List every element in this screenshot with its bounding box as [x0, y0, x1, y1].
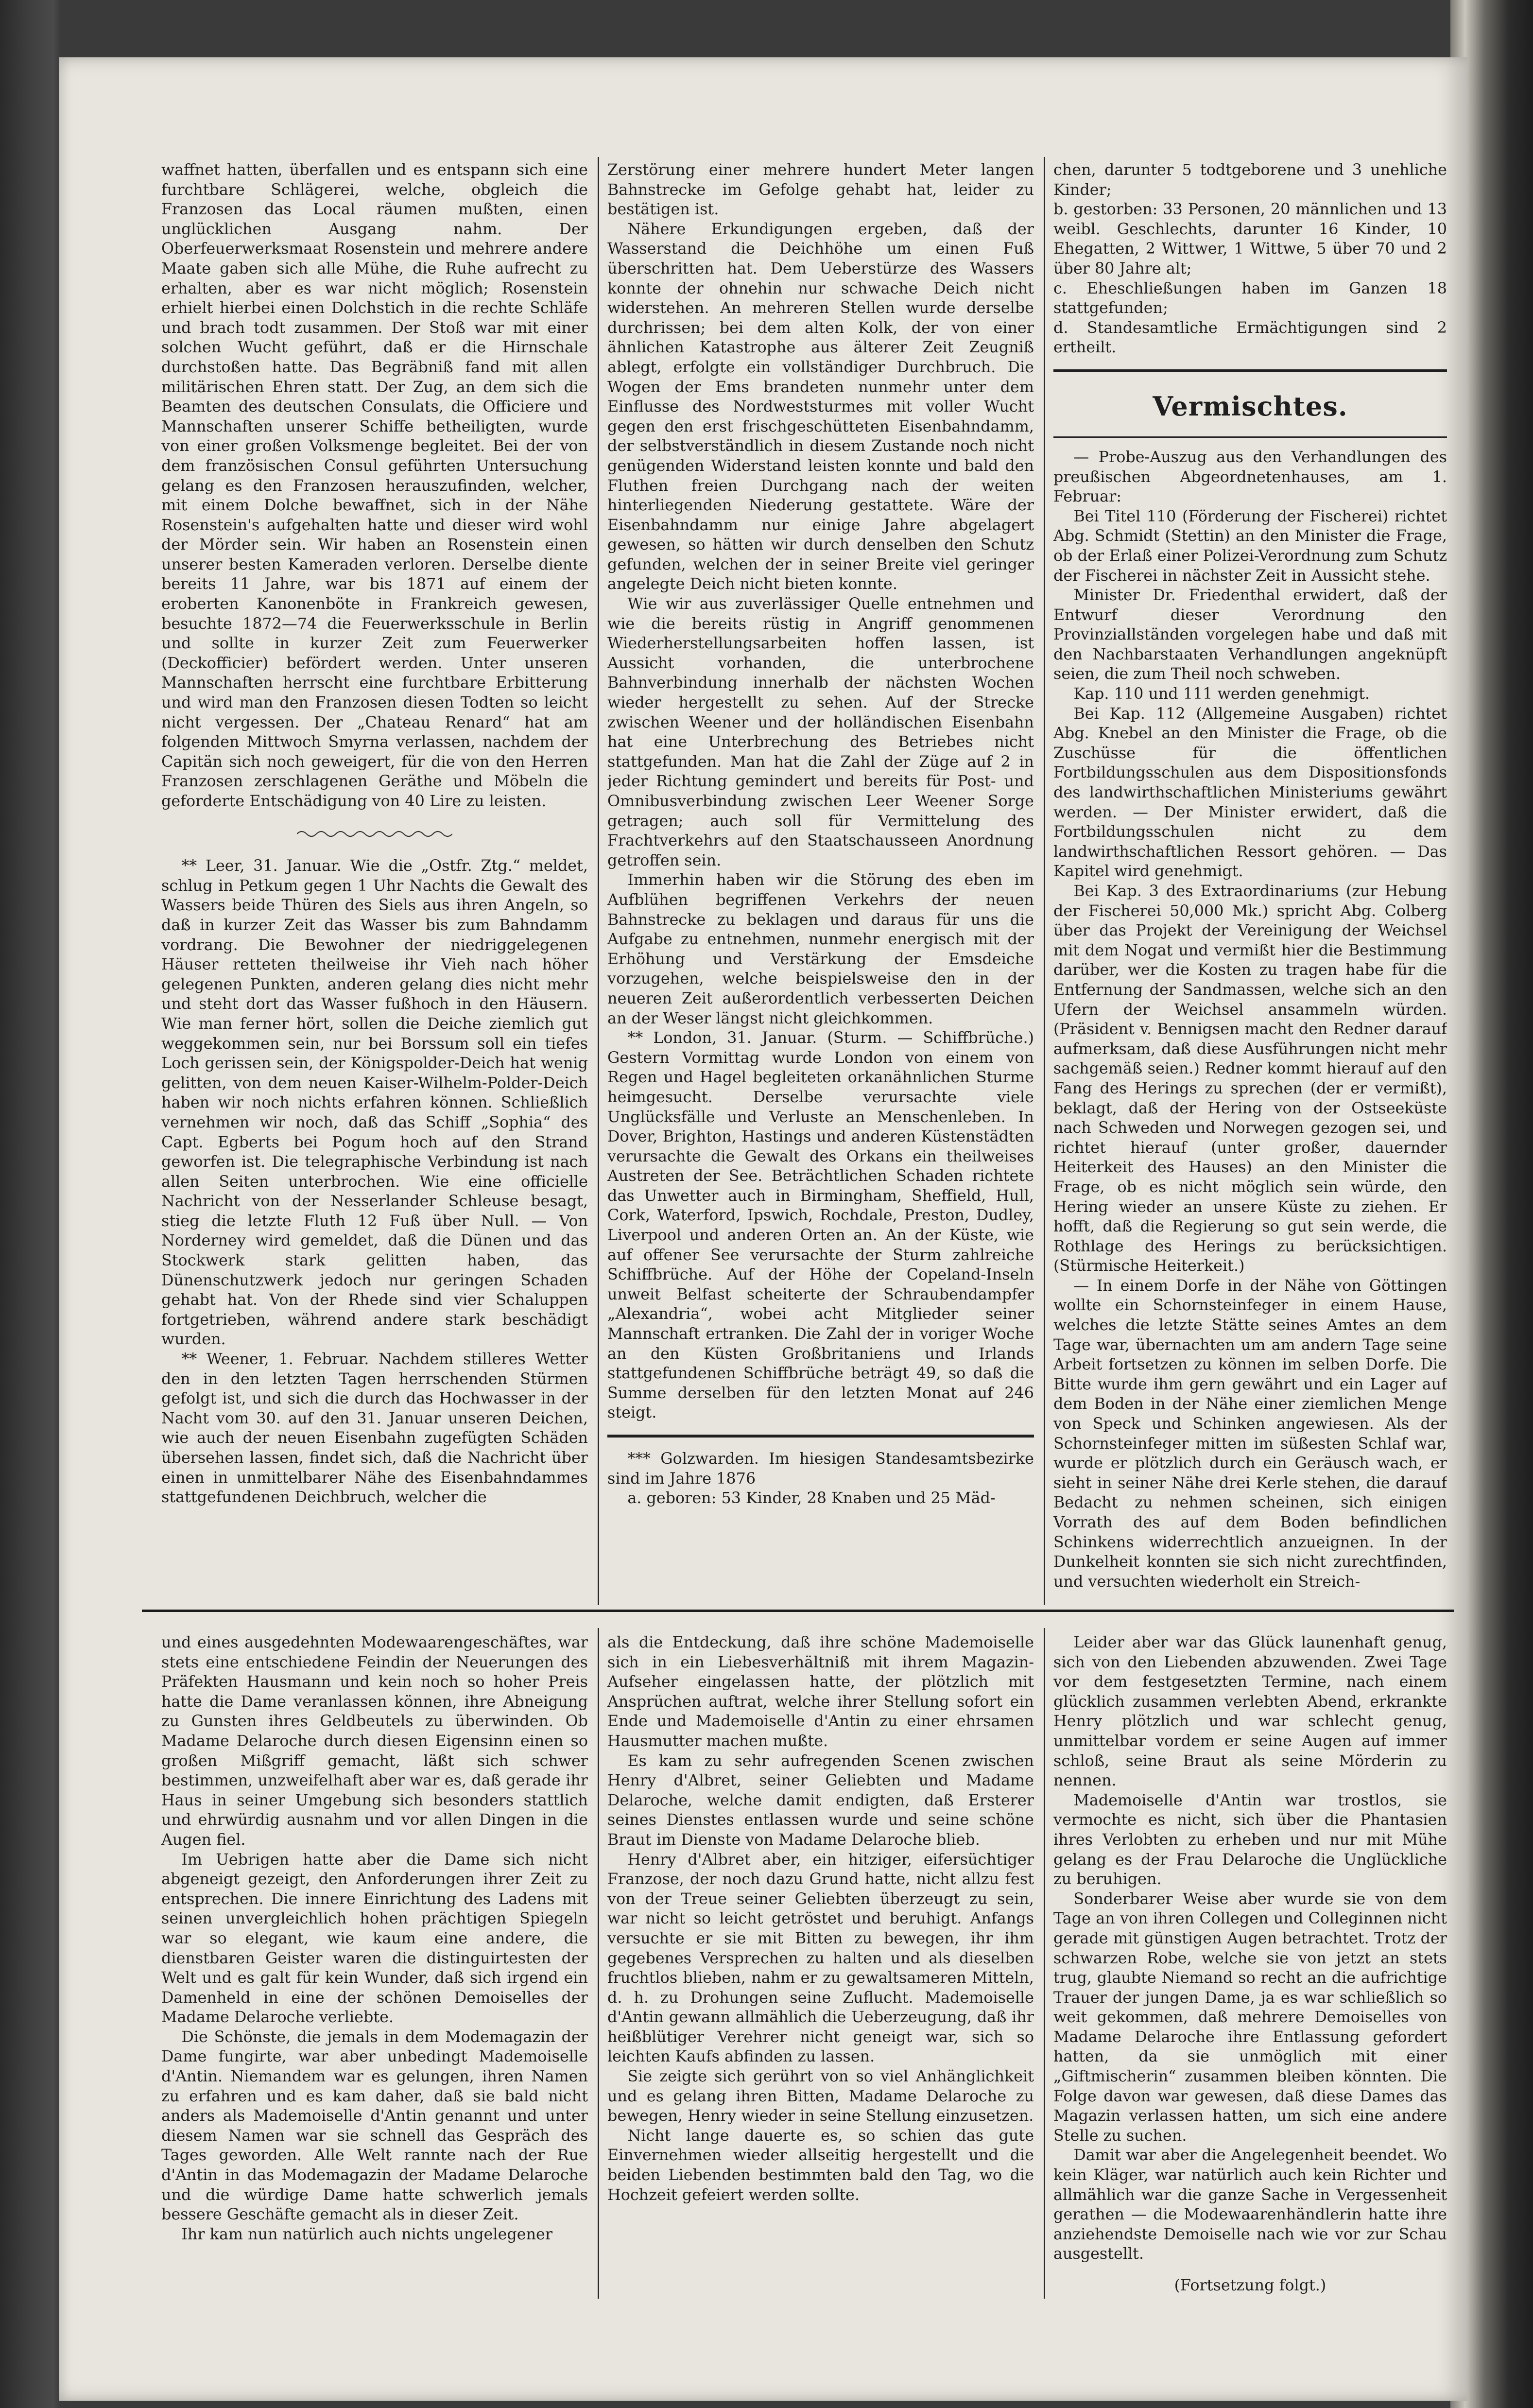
column-rule	[598, 157, 599, 1605]
article-abgeordnetenhaus-titel110: Bei Titel 110 (Förderung der Fischerei) richtet Abg. Schmidt (Stettin) an den Minister die Frage, ob der Erlaß einer Polizei-Verordnung zum Schutz der Fischerei in nächster Zeit in Aussicht stehe.	[1053, 507, 1447, 585]
golzwarden-item-b: b. gestorben: 33 Personen, 20 männlichen und 13 weibl. Geschlechts, darunter 16 Kinder, 10 Ehegatten, 2 Wittwer, 1 Wittwe, 5 über 70 und 2 über 80 Jahre alt;	[1053, 200, 1447, 277]
feuilleton-paragraph: Damit war aber die Angelegenheit beendet. Wo kein Kläger, war natürlich auch kein Richter und allmählich war die ganze Sache in Vergessenheit gerathen — die Modewaarenhändlerin hatte ihre anziehendste Demoiselle nach wie vor zur Schau ausgestellt.	[1053, 2146, 1447, 2263]
separator-ornament	[161, 824, 588, 844]
article-weener-railway: Wie wir aus zuverlässiger Quelle entnehmen und wie die bereits rüstig in Angriff genommenen Wiederherstellungsarbeiten hoffen lassen, ist Aussicht vorhanden, die unterbrochene Bahnverbindung innerhalb der nächsten Wochen wieder hergestellt zu sehen. Auf der Strecke zwischen Weener und der holländischen Eisenbahn hat eine Unterbrechung des Betriebes nicht stattgefunden. Man hat die Zahl der Züge auf 2 in jeder Richtung gemindert und bereits für Post- und Omnibusverbindung zwischen Leer Weener Sorge getragen; auch soll für Vermittelung des Frachtverkehrs auf den Staatschausseen Anordnung getroffen sein.	[607, 595, 1034, 869]
feuilleton-paragraph: als die Entdeckung, daß ihre schöne Mademoiselle sich in ein Liebesverhältniß mit ihrem Magazin-Aufseher eingelassen hatte, der plötzlich mit Ansprüchen auftrat, welche ihrer Stellung sofort ein Ende und Mademoiselle d'Antin zu einer ehrsamen Hausmutter machen mußte.	[607, 1633, 1034, 1750]
feuilleton-paragraph: Ihr kam nun natürlich auch nichts ungelegener	[181, 2225, 553, 2243]
top-column-3	[1053, 160, 1447, 1618]
feuilleton-divider	[142, 1610, 1454, 1612]
article-golzwarden: *** Golzwarden. Im hiesigen Standesamtsbezirke sind im Jahre 1876	[607, 1450, 1034, 1488]
feuilleton-paragraph: Sonderbarer Weise aber wurde sie von dem Tage an von ihren Collegen und Colleginnen nicht gerade mit günstigen Augen betrachtet. Trotz der schwarzen Robe, welche sie von jetzt an stets trug, glaubte Niemand so recht an die aufrichtige Trauer der jungen Dame, ja es war schließlich so weit gekommen, daß mehrere Demoiselles von Madame Delaroche ihre Entlassung gefordert hatten, da sie unmöglich mit einer „Giftmischerin“ zusammen bleiben könnten. Die Folge davon war gewesen, daß diese Dames das Magazin verlassen hatten, um sich eine andere Stelle zu suchen.	[1053, 1889, 1447, 2145]
article-weener-dikes: Immerhin haben wir die Störung des eben im Aufblühen begriffenen Verkehrs der neuen Bahnstrecke zu beklagen und daraus für uns die Aufgabe zu entnehmen, nunmehr energisch mit der Erhöhung und Verstärkung der Emsdeiche vorzugehen, welche beispielsweise den in der neueren Zeit außerordentlich verbesserten Deichen an der Weser längst nicht gleichkommen.	[607, 871, 1034, 1027]
top-column-2	[607, 160, 1034, 1618]
feuilleton-paragraph: Die Schönste, die jemals in dem Modemagazin der Dame fungirte, war aber unbedingt Mademoiselle d'Antin. Niemandem war es gelungen, ihren Namen zu erfahren und es kam daher, daß sie bald nicht anders als Mademoiselle d'Antin genannt und unter diesem Namen war sie schnell das Gespräch des Tages geworden. Alle Welt rannte nach der Rue d'Antin in das Modemagazin der Madame Delaroche und die würdige Dame hatte schwerlich jemals bessere Geschäfte gemacht als in dieser Zeit.	[161, 2027, 588, 2224]
feuilleton-column-1	[161, 1633, 588, 2304]
section-rule	[1053, 369, 1447, 372]
article-abgeordnetenhaus-minister: Minister Dr. Friedenthal erwidert, daß der Entwurf dieser Verordnung den Provinziallständen vorgelegen habe und daß mit den Nachbarstaaten Verhandlungen angeknüpft seien, die zum Theil noch schweben.	[1053, 586, 1447, 683]
newspaper-page	[59, 57, 1467, 2401]
section-rule	[607, 1435, 1034, 1438]
golzwarden-item-a-continued: chen, darunter 5 todtgeborene und 3 unehliche Kinder;	[1053, 161, 1447, 199]
golzwarden-item-a: a. geboren: 53 Kinder, 28 Knaben und 25 Mäd-	[627, 1489, 996, 1507]
article-abgeordnetenhaus-kap3: Bei Kap. 3 des Extraordinariums (zur Hebung der Fischerei 50,000 Mk.) spricht Abg. Colberg über das Projekt der Vereinigung der Weichsel mit dem Nogat und vermißt hier die Bestimmung darüber, wer die Kosten zu tragen habe für die Entfernung der Sandmassen, welche sich an den Ufern der Weichsel ansammeln würden. (Präsident v. Bennigsen macht den Redner darauf aufmerksam, daß diese Ausführungen nicht mehr sachgemäß seien.) Redner kommt hierauf auf den Fang des Herings zu sprechen (der er vermißt), beklagt, daß der Hering von der Ostseeküste nach Schweden und Norwegen gezogen sei, und richtet hierauf (unter großer, dauernder Heiterkeit des Hauses) an den Minister die Frage, ob es nicht möglich sein würde, den Hering wieder an unsere Küste zu ziehen. Er hofft, daß die Regierung so gut sein werde, die Rothlage des Herings zu berücksichtigen. (Stürmische Heiterkeit.)	[1053, 882, 1447, 1275]
top-column-1	[161, 160, 588, 1618]
article-abgeordnetenhaus-kap110: Kap. 110 und 111 werden genehmigt.	[1073, 685, 1370, 703]
article-abgeordnetenhaus-intro: — Probe-Auszug aus den Verhandlungen des preußischen Abgeordnetenhauses, am 1. Februar:	[1053, 448, 1447, 506]
heading-rule	[1053, 436, 1447, 438]
article-leer: ** Leer, 31. Januar. Wie die „Ostfr. Ztg.“ meldet, schlug in Petkum gegen 1 Uhr Nachts die Gewalt des Wassers beide Thüren des Siels aus ihren Angeln, so daß in kurzer Zeit das Wasser bis zum Bahndamm vordrang. Die Bewohner der niedriggelegenen Häuser retteten theilweise ihr Vieh nach höher gelegenen Punkten, anderen gelang dies nicht mehr und steht dort das Wasser fußhoch in den Häusern. Wie man ferner hört, sollen die Deiche ziemlich gut weggekommen sein, nur bei Borssum soll ein tiefes Loch gerissen sein, der Königspolder-Deich hat wenig gelitten, von dem neuen Kaiser-Wilhelm-Polder-Deich haben wir noch nichts erfahren können. Schließlich vernehmen wir noch, daß das Schiff „Sophia“ des Capt. Egberts bei Pogum hoch auf den Strand geworfen ist. Die telegraphische Verbindung ist nach allen Seiten unterbrochen. Wie eine officielle Nachricht von der Nesserlander Schleuse besagt, stieg die letzte Fluth 12 Fuß über Null. — Von Norderney wird gemeldet, daß die Dünen und das Stockwerk stark gelitten haben, das Dünenschutzwerk jedoch nur geringen Schaden gehabt hat. Von der Rhede sind vier Schaluppen fortgetrieben, während andere stark beschädigt wurden.	[161, 857, 588, 1349]
golzwarden-item-d: d. Standesamtliche Ermächtigungen sind 2 ertheilt.	[1053, 318, 1447, 357]
article-london: ** London, 31. Januar. (Sturm. — Schiffbrüche.) Gestern Vormittag wurde London von einem von Regen und Hagel begleiteten orkanähnlichen Sturme heimgesucht. Derselbe verursachte viele Unglücksfälle und Verluste an Menschenleben. In Dover, Brighton, Hastings und anderen Küstenstädten verursachte die Gewalt des Orkans ein theilweises Austreten der See. Beträchtlichen Schaden richtete das Unwetter auch in Birmingham, Sheffield, Hull, Cork, Waterford, Ipswich, Rochdale, Preston, Dudley, Liverpool und anderen Orten an. An der Küste, wie auf offener See verursachte der Sturm zahlreiche Schiffbrüche. Auf der Höhe der Copeland-Inseln unweit Belfast scheiterte der Schraubendampfer „Alexandria“, wobei acht Mitglieder seiner Mannschaft ertranken. Die Zahl der in voriger Woche an den Küsten Großbritaniens und Irlands stattgefundenen Schiffbrüche beträgt 49, so daß die Summe derselben für den letzten Monat auf 246 steigt.	[607, 1029, 1034, 1422]
feuilleton-paragraph: Sie zeigte sich gerührt von so viel Anhänglichkeit und es gelang ihren Bitten, Madame Delaroche zu bewegen, Henry wieder in seine Stellung einzusetzen.	[607, 2067, 1034, 2125]
column-rule	[1044, 157, 1045, 1605]
article-smyrna-continued: waffnet hatten, überfallen und es entspann sich eine furchtbare Schlägerei, welche, obgleich die Franzosen das Local räumen mußten, einen unglücklichen Ausgang nahm. Der Oberfeuerwerksmaat Rosenstein und mehrere andere Maate gaben sich alle Mühe, die Ruhe aufrecht zu erhalten, aber es war nicht möglich; Rosenstein erhielt hierbei einen Dolchstich in die rechte Schläfe und brach todt zusammen. Der Stoß war mit einer solchen Wucht geführt, daß er die Hirnschale durchstoßen hatte. Das Begräbniß fand mit allen militärischen Ehren statt. Der Zug, an dem sich die Beamten des deutschen Consulats, die Officiere und Mannschaften unserer Schiffe betheiligten, wurde von einer großen Volksmenge begleitet. Bei der von dem französischen Consul geführten Untersuchung gelang es den Franzosen herauszufinden, welcher, mit einem Dolche bewaffnet, sich in der Nähe Rosenstein's aufgehalten hatte und dieser wird wohl der Mörder sein. Wir haben an Rosenstein einen unserer besten Kameraden verloren. Derselbe diente bereits 11 Jahre, war bis 1871 auf einem der eroberten Kanonenböte in Frankreich gewesen, besuchte 1872—74 die Feuerwerksschule in Berlin und sollte in kurzer Zeit zum Feuerwerker (Deckofficier) befördert werden. Unter unseren Mannschaften herrscht eine furchtbare Erbitterung und wird man den Franzosen diesen Todten so leicht nicht vergessen. Der „Chateau Renard“ hat am folgenden Mittwoch Smyrna verlassen, nachdem der Capitän sich noch geweigert, für die von den Herren Franzosen zerschlagenen Geräthe und Möbeln die geforderte Entschädigung von 40 Lire zu leisten.	[161, 161, 588, 810]
feuilleton-paragraph: Im Uebrigen hatte aber die Dame sich nicht abgeneigt gezeigt, den Anforderungen ihrer Zeit zu entsprechen. Die innere Einrichtung des Ladens mit seinen unvergleichlich hohen prächtigen Spiegeln war so elegant, wie kaum eine andere, die dienstbaren Geister waren die distinguirtesten der Welt und es galt für kein Wunder, daß sich irgend ein Damenheld in eine der schönen Demoiselles der Madame Delaroche verliebte.	[161, 1850, 588, 2027]
feuilleton-column-3	[1053, 1633, 1447, 2304]
article-weener: ** Weener, 1. Februar. Nachdem stilleres Wetter den in den letzten Tagen herrschenden Stürmen gefolgt ist, und sich die durch das Hochwasser in der Nacht vom 30. auf den 31. Januar unseren Deichen, wie auch der neuen Eisenbahn zugefügten Schäden übersehen lassen, findet sich, daß die Nachricht über einen in unmittelbarer Nähe des Eisenbahndammes stattgefundenen Deichbruch, welcher die	[161, 1350, 588, 1507]
feuilleton-paragraph: Es kam zu sehr aufregenden Scenen zwischen Henry d'Albret, seiner Geliebten und Madame Delaroche, welche damit endigten, daß Ersterer seines Dienstes entlassen wurde und seine schöne Braut im Dienste von Madame Delaroche blieb.	[607, 1751, 1034, 1849]
column-rule	[598, 1628, 599, 2299]
article-goettingen: — In einem Dorfe in der Nähe von Göttingen wollte ein Schornsteinfeger in einem Hause, welches die letzte Stätte seines Amtes an dem Tage war, übernachten um am andern Tage seine Arbeit fortsetzen zu können im selben Dorfe. Die Bitte wurde ihm gern gewährt und ein Lager auf dem Boden in der Nähe einer ziemlichen Menge von Speck und Schinken angewiesen. Als der Schornsteinfeger mitten im süßesten Schlaf war, wurde er plötzlich durch ein Geräusch wach, er sieht in seiner Nähe drei Kerle stehen, die darauf Bedacht zu nehmen scheinen, sich einigen Vorrath des auf dem Boden befindlichen Schinkens widerrechtlich anzueignen. In der Dunkelheit konnten sie sich nicht zurechtfinden, und versuchten wiederholt ein Streich-	[1053, 1276, 1447, 1591]
golzwarden-item-c: c. Eheschließungen haben im Ganzen 18 stattgefunden;	[1053, 279, 1447, 317]
feuilleton-paragraph: Nicht lange dauerte es, so schien das gute Einvernehmen wieder allseitig hergestellt und die beiden Liebenden bestimmten bald den Tag, wo die Hochzeit gefeiert werden sollte.	[607, 2126, 1034, 2204]
feuilleton-paragraph: Mademoiselle d'Antin war trostlos, sie vermochte es nicht, sich über die Phantasien ihres Verlobten zu erheben und nur mit Mühe gelang es der Frau Delaroche die Unglückliche zu beruhigen.	[1053, 1791, 1447, 1888]
feuilleton-paragraph: und eines ausgedehnten Modewaarengeschäftes, war stets eine entschiedene Feindin der Neuerungen des Präfekten Hausmann und kein noch so hoher Preis hatte die Dame veranlassen können, ihre Abneigung zu Gunsten ihres Geldbeutels zu überwinden. Ob Madame Delaroche durch diesen Eigensinn einen so großen Mißgriff gemacht, läßt sich schwer bestimmen, unzweifelhaft aber war es, daß gerade ihr Haus in seiner Umgebung sich besonders stattlich und ehrwürdig ausnahm und vor allen Dingen in die Augen fiel.	[161, 1633, 588, 1849]
feuilleton-column-2	[607, 1633, 1034, 2304]
feuilleton-paragraph: Leider aber war das Glück launenhaft genug, sich von den Liebenden abzuwenden. Zwei Tage vor dem festgesetzten Termine, nach einem glücklich zusammen verlebten Abend, erkrankte Henry plötzlich und war schlecht genug, unmittelbar vordem er seine Augen auf immer schloß, seine Braut als seine Mörderin zu nennen.	[1053, 1633, 1447, 1790]
article-weener-details: Nähere Erkundigungen ergeben, daß der Wasserstand die Deichhöhe um einen Fuß überschritten hat. Dem Ueberstürze des Wassers konnte der ohnehin nur schwache Deich nicht widerstehen. An mehreren Stellen wurde derselbe durchrissen; bei dem alten Kolk, der von einer ähnlichen Katastrophe aus älterer Zeit Zeugniß ablegt, erfolgte ein vollständiger Durchbruch. Die Wogen der Ems brandeten nunmehr unter dem Einflusse des Nordweststurmes mit voller Wucht gegen den erst frischgeschütteten Eisenbahndamm, der selbstverständlich in diesem Zustande noch nicht genügenden Widerstand leisten konnte und bald den Fluthen freien Durchgang nach der weiten hinterliegenden Niederung gestattete. Wäre der Eisenbahndamm nur einige Jahre abgelagert gewesen, so hätten wir durch denselben den Schutz gefunden, welchen der in seiner Breite viel geringer angelegte Deich nicht bieten konnte.	[607, 220, 1034, 593]
article-abgeordnetenhaus-kap112: Bei Kap. 112 (Allgemeine Ausgaben) richtet Abg. Knebel an den Minister die Frage, ob die Zuschüsse für die öffentlichen Fortbildungsschulen aus dem Dispositionsfonds des landwirthschaftlichen Ministeriums gewährt werden. — Der Minister erwidert, daß die Fortbildungsschulen nicht zu dem landwirthschaftlichen Ressort gehören. — Das Kapitel wird genehmigt.	[1053, 704, 1447, 881]
column-rule	[1044, 1628, 1045, 2299]
continuation-note: (Fortsetzung folgt.)	[1174, 2276, 1326, 2294]
section-heading-vermischtes: Vermischtes.	[1153, 390, 1348, 422]
feuilleton-paragraph: Henry d'Albret aber, ein hitziger, eifersüchtiger Franzose, der noch dazu Grund hatte, nicht allzu fest von der Treue seiner Geliebten überzeugt zu sein, war nicht so leicht getröstet und beruhigt. Anfangs versuchte er sie mit Bitten zu bewegen, ihr ihm gegebenes Versprechen zu halten und als dieselben fruchtlos blieben, nahm er zu gewaltsameren Mitteln, d. h. zu Drohungen seine Zuflucht. Mademoiselle d'Antin gewann allmählich die Ueberzeugung, daß ihr heißblütiger Verehrer nicht geneigt war, sich so leichten Kaufs abfinden zu lassen.	[607, 1850, 1034, 2066]
article-weener-continued: Zerstörung einer mehrere hundert Meter langen Bahnstrecke im Gefolge gehabt hat, leider zu bestätigen ist.	[607, 161, 1034, 219]
